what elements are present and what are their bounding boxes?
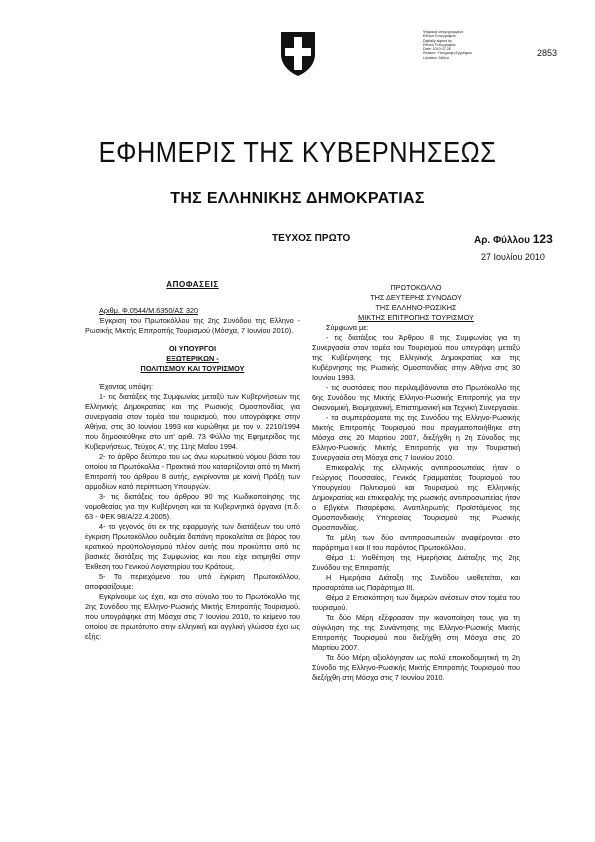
paragraph: Η Ημερήσια Διάταξη της Συνόδου υιοθετείται, και προσαρτάται ως Παράρτημα III. bbox=[312, 573, 520, 592]
paragraph: 5- Το περιεχόμενο του υπό έγκριση Πρωτοκόλλου, αποφασίζουμε: bbox=[85, 572, 300, 591]
paragraph: Τα μέλη των δύο αντιπροσωπειών αναφέρονται στο παράρτημα I και II του παρόντος Πρωτοκόλλου. bbox=[312, 533, 520, 552]
greek-coat-of-arms-icon bbox=[277, 28, 319, 78]
protocol-heading-1: ΠΡΩΤΟΚΟΛΛΟ bbox=[390, 283, 442, 292]
paragraph: Τα δύο Μέρη εξέφρασαν την ικανοποίηση τους για τη σύγκληση της της Συνάντησης της Ελληνο-Ρωσικής Μικτής Επιτροπής Τουρισμού που διεξήχθη στη Μόσχα στις 20 Μαρτίου 2007. bbox=[312, 613, 520, 652]
sheet-number bbox=[474, 232, 553, 246]
paragraph: 1- τις διατάξεις της Συμφωνίας μεταξύ των Κυβερνήσεων της Ελληνικής Δημοκρατίας και της Ρωσικής Ομοσπονδίας για συνεργασία στον τομέα του τουρισμού, που υπογράφηκε στην Αθήνα, στις 30 Ιουνίου 1993 και κυρώθηκε με τον ν. 2210/1994 που δημοσιεύθηκε στο υπ' αριθ. 73 Φύλλο της Εφημερίδος της Κυβερνήσεως, Τεύχος Α', της 11ης Μαΐου 1994. bbox=[85, 392, 300, 451]
according-label: Σύμφωνα με: bbox=[326, 323, 369, 332]
protocol-heading-3: ΤΗΣ ΕΛΛΗΝΟ-ΡΩΣΙΚΗΣ bbox=[375, 303, 457, 312]
page-number: 2853 bbox=[537, 48, 558, 58]
masthead-subtitle: ΤΗΣ ΕΛΛΗΝΙΚΗΣ ΔΗΜΟΚΡΑΤΙΑΣ bbox=[170, 190, 425, 207]
protocol-heading-4: ΜΙΚΤΗΣ ΕΠΙΤΡΟΠΗΣ ΤΟΥΡΙΣΜΟΥ bbox=[358, 313, 474, 322]
issue-label: ΤΕΥΧΟΣ ΠΡΩΤΟ bbox=[272, 233, 351, 244]
paragraph: - τα συμπεράσματα της της Συνόδου της Ελληνο-Ρωσικής Μικτής Επιτροπής Τουρισμού που πραγματοποιήθηκε στη Μόσχα στις 20 Μαρτίου 2007, διεξήχθη η 2η Σύνοδος της Ελληνο-Ρωσικής Μικτής Επιτροπής για την Τουριστική Συνεργασία στη Μόσχα στις 7 Ιουνίου 2010. bbox=[312, 413, 520, 462]
minister-heading-3: ΠΟΛΙΤΙΣΜΟΥ ΚΑΙ ΤΟΥΡΙΣΜΟΥ bbox=[140, 364, 245, 373]
paragraph: Θέμα 2 Επισκόπηση των διμερών ανέσεων στον τομέα του τουρισμού. bbox=[312, 593, 520, 612]
sheet-number-value: 123 bbox=[532, 232, 553, 246]
paragraph: 4- το γεγονός ότι εκ της εφαρμογής των διατάξεων του υπό έγκριση Πρωτοκόλλου ουδεμία δαπάνη προκαλείται σε βάρος του κρατικού προϋπολογισμού πλέον αυτής που προκύπτει από τις βασικές διατάξεις της Συμφωνίας και που είχε εκτιμηθεί στην Έκθεση του Γενικού Λογιστηρίου του Κράτους. bbox=[85, 522, 300, 571]
paragraph: Επικεφαλής της ελληνικής αντιπροσωπείας ήταν ο Γεώργιος Πουσσαίος, Γενικός Γραμματέας Τουρισμού του Υπουργείου Πολιτισμού και Τουρισμού της Ελληνικής Δημοκρατίας και επικεφαλής της ρωσικής αντιπροσωπείας ήταν ο Εβγκένι Πισαρέφσκι, Αναπληρωτής Προϊστάμενος της Ομοσπονδιακής Υπηρεσίας Τουρισμού της Ρωσικής Ομοσπονδίας. bbox=[312, 463, 520, 532]
right-column bbox=[312, 283, 520, 683]
masthead-title: ΕΦΗΜΕΡΙΣ ΤΗΣ ΚΥΒΕΡΝΗΣΕΩΣ bbox=[98, 137, 497, 169]
digital-signature-stamp: Ψηφιακά υπογεγραμμένο Εθνικό Τυπογραφείο Digitally signed by Εθνικό Τυπογραφείο Date: 2010.07.28 Reason: Υπογραφή Εγγράφου Location: Αθήνα bbox=[423, 30, 472, 60]
paragraph: Τα δύο Μέρη αξιολόγησαν ως πολύ εποικοδομητική τη 2η Σύνοδο της Ελληνο-Ρωσικής Μικτής Επιτροπής Τουρισμού που διεξήχθη στη Μόσχα στις 7 Ιουνίου 2010. bbox=[312, 653, 520, 682]
left-column bbox=[85, 280, 300, 642]
minister-heading-1: ΟΙ ΥΠΟΥΡΓΟΙ bbox=[168, 344, 217, 353]
paragraph: 3- τις διατάξεις του άρθρου 90 της Κωδικοποίησης της νομοθεσίας για την Κυβέρνηση και τα Κυβερνητικά όργανα (π.δ. 63 - ΦΕΚ 98/Α/22.4.2005). bbox=[85, 492, 300, 521]
minister-heading-2: ΕΞΩΤΕΡΙΚΩΝ - bbox=[166, 354, 219, 363]
paragraph: - τις διατάξεις του Άρθρου 8 της Συμφωνίας για τη Συνεργασία στον τομέα του Τουρισμού που υπεγράφη μεταξύ της Κυβέρνησης της Ελληνικής Δημοκρατίας και της Κυβέρνησης της Ρωσικής Ομοσπονδίας στην Αθήνα στις 30 Ιουνίου 1993. bbox=[312, 333, 520, 382]
sheet-label: Αρ. Φύλλου bbox=[474, 235, 530, 246]
decision-ref: Αριθμ. Φ.0544/Μ.6350/ΑΣ 320 bbox=[99, 306, 199, 315]
paragraph: Εγκρίνουμε ως έχει, και στο σύνολο του το Πρωτόκολλο της 2ης Συνόδου της Ελληνο-Ρωσικής Μικτής Επιτροπής Τουρισμού, που υπογράφηκε στη Μόσχα στις 7 Ιουνίου 2010, το κείμενο του οποίου σε πρωτότυπο στην ελληνική και αγγλική γλώσσα έχει ως εξής: bbox=[85, 592, 300, 641]
paragraph: - τις συστάσεις που περιλαμβάνονται στο Πρωτόκολλο της 6ης Συνόδου της Μικτής Ελληνο-Ρωσικής Επιτροπής για την Οικονομική, Βιομηχανική, Επιστημονική και Τεχνική Συνεργασία. bbox=[312, 383, 520, 412]
section-heading: ΑΠΟΦΑΣΕΙΣ bbox=[166, 280, 219, 289]
decision-title: Έγκριση του Πρωτοκόλλου της 2ης Συνόδου της Ελληνο - Ρωσικής Μικτής Επιτροπής Τουρισμού (Μόσχα, 7 Ιουνίου 2010). bbox=[85, 316, 300, 335]
considering-label: Έχοντας υπόψη: bbox=[99, 382, 153, 391]
protocol-heading-2: ΤΗΣ ΔΕΥΤΕΡΗΣ ΣΥΝΟΔΟΥ bbox=[370, 293, 462, 302]
paragraph: 2- το άρθρο δεύτερο του ως άνω κυρωτικού νόμου βάσει του οποίου τα Πρωτόκολλα - Πρακτικά που καταρτίζονται από τη Μικτή Επιτροπή του άρθρου 8 αυτής, εγκρίνονται με κοινή Πράξη των αρμοδίων κατά περίπτωση Υπουργών. bbox=[85, 452, 300, 491]
paragraph: Θέμα 1: Υιοθέτηση της Ημερήσιας Διάταξης της 2ης Συνόδου της Επιτροπής bbox=[312, 553, 520, 572]
issue-date: 27 Ιουλίου 2010 bbox=[481, 252, 545, 262]
